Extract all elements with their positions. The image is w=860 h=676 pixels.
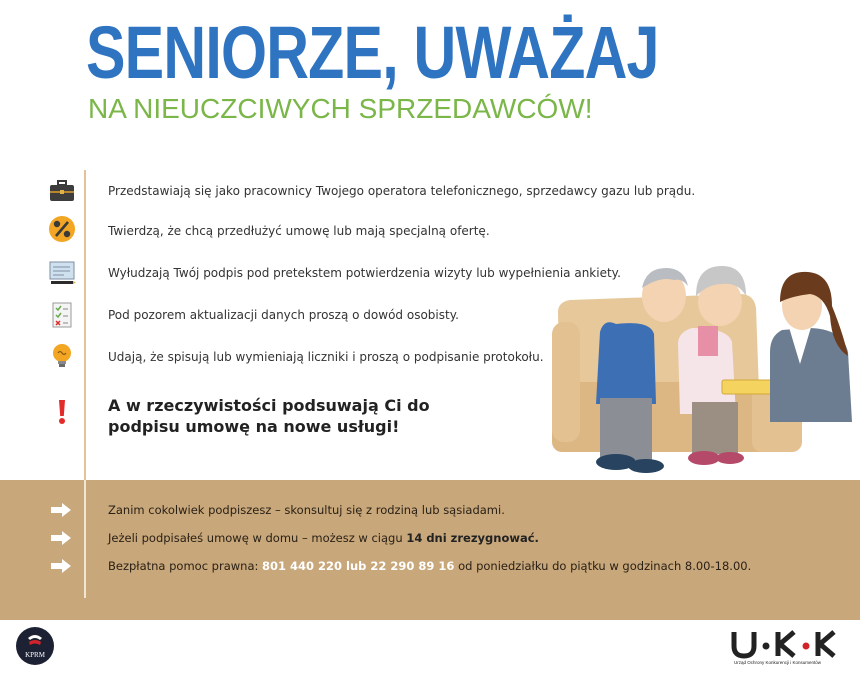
page-title: SENIORZE, UWAŻAJ <box>86 11 659 94</box>
arrow-right-icon <box>50 530 72 546</box>
checklist-icon <box>48 301 76 329</box>
percent-icon <box>48 215 76 243</box>
briefcase-icon <box>48 177 76 205</box>
advice-item-2 <box>108 531 539 545</box>
exclamation-icon <box>48 398 76 426</box>
advice-item-2-text: Jeżeli podpisałeś umowę w domu – możesz w ciągu <box>108 531 407 545</box>
arrow-right-icon <box>50 558 72 574</box>
warning-line-2: podpisu umowę na nowe usługi! <box>108 417 400 436</box>
kprm-logo <box>16 627 54 665</box>
warning-message <box>108 395 430 437</box>
kprm-label: KPRM <box>25 651 45 659</box>
list-item-4: Pod pozorem aktualizacji danych proszą o dowód osobisty. <box>108 308 459 322</box>
advice-item-3-text: Bezpłatna pomoc prawna: <box>108 559 263 573</box>
list-item-5: Udają, że spisują lub wymieniają liczniki i proszą o podpisanie protokołu. <box>108 350 544 364</box>
divider-line <box>84 170 86 480</box>
lightbulb-icon <box>48 342 76 370</box>
helpline-numbers: 801 440 220 lub 22 290 89 16 <box>262 559 455 573</box>
arrow-right-icon <box>50 502 72 518</box>
warning-line-1: A w rzeczywistości podsuwają Ci do <box>108 396 430 415</box>
divider-line-bottom <box>84 480 86 598</box>
uokik-caption: Urząd Ochrony Konkurencji i Konsumentów <box>734 660 822 665</box>
advice-item-1: Zanim cokolwiek podpiszesz – skonsultuj się z rodziną lub sąsiadami. <box>108 503 505 517</box>
advice-item-3 <box>108 559 751 573</box>
list-item-3: Wyłudzają Twój podpis pod pretekstem potwierdzenia wizyty lub wypełnienia ankiety. <box>108 266 621 280</box>
list-item-1: Przedstawiają się jako pracownicy Twojego operatora telefonicznego, sprzedawcy gazu lub prądu. <box>108 184 696 198</box>
advice-band <box>0 480 860 620</box>
uokik-logo-mark <box>728 626 840 660</box>
seniors-illustration <box>552 262 858 480</box>
page-subtitle: NA NIEUCZCIWYCH SPRZEDAWCÓW! <box>88 93 593 124</box>
uokik-logo <box>728 626 848 670</box>
advice-item-3-hours: od poniedziałku do piątku w godzinach 8.00-18.00. <box>454 559 752 573</box>
advice-item-2-highlight: 14 dni zrezygnować. <box>406 531 539 545</box>
list-item-2: Twierdzą, że chcą przedłużyć umowę lub mają specjalną ofertę. <box>108 224 490 238</box>
document-pen-icon <box>48 259 76 287</box>
